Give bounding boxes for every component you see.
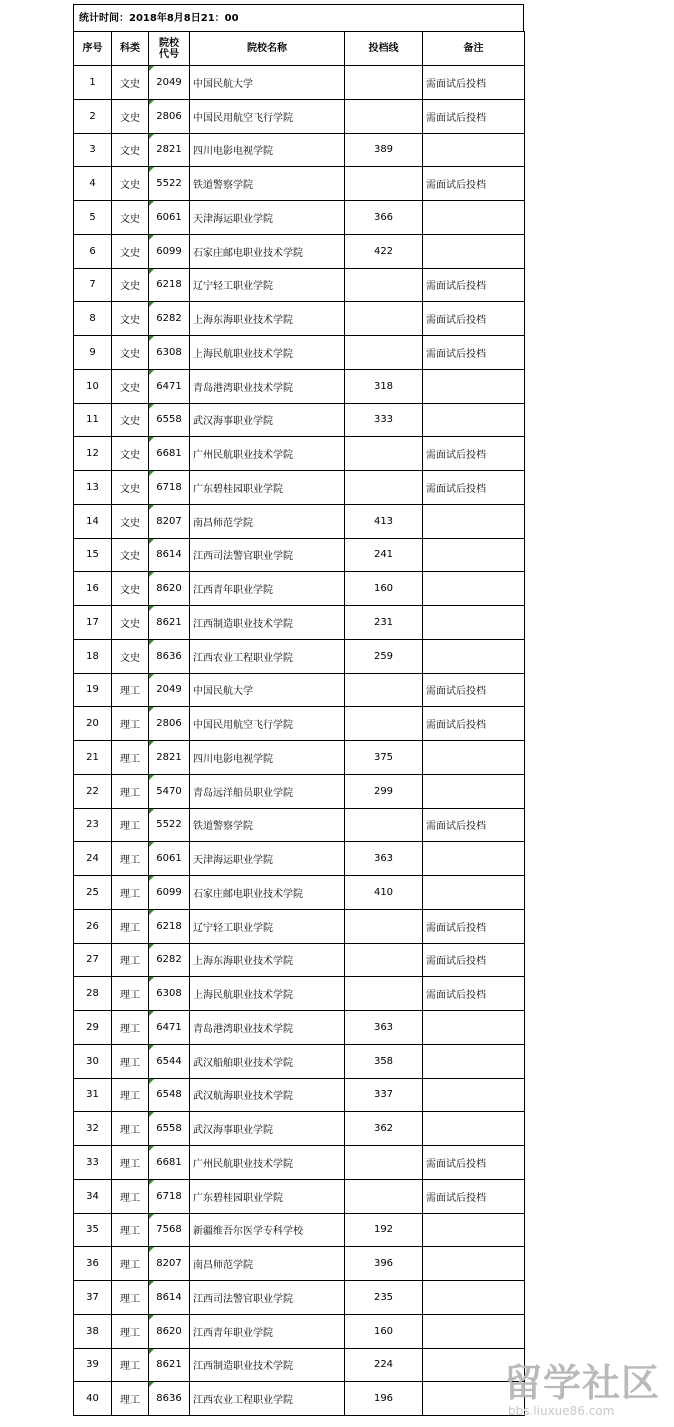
cell-school-name: 南昌师范学院 [190,1247,345,1281]
cell-score [345,437,423,471]
cell-code: 6548 [149,1078,190,1112]
watermark-url: bbs.liuxue86.com [508,1404,615,1418]
cell-remark: 需面试后投档 [423,167,525,201]
cell-code: 6718 [149,471,190,505]
cell-code: 8620 [149,1314,190,1348]
cell-no: 26 [74,909,112,943]
cell-category: 文史 [112,268,149,302]
cell-category: 文史 [112,66,149,100]
cell-school-name: 江西青年职业学院 [190,1314,345,1348]
cell-category: 文史 [112,471,149,505]
cell-remark: 需面试后投档 [423,808,525,842]
watermark-main: 留学社区 [504,1361,661,1405]
cell-code: 8636 [149,1382,190,1416]
cell-no: 1 [74,66,112,100]
cell-score: 362 [345,1112,423,1146]
cell-no: 10 [74,369,112,403]
cell-school-name: 上海东海职业技术学院 [190,302,345,336]
cell-remark: 需面试后投档 [423,707,525,741]
cell-no: 7 [74,268,112,302]
score-table [73,31,525,1416]
table-row [74,774,525,808]
table-row [74,943,525,977]
cell-code: 2049 [149,673,190,707]
cell-school-name: 铁道警察学院 [190,167,345,201]
table-row [74,707,525,741]
cell-category: 文史 [112,234,149,268]
cell-no: 23 [74,808,112,842]
cell-code: 6282 [149,302,190,336]
cell-school-name: 辽宁轻工职业学院 [190,268,345,302]
cell-score [345,268,423,302]
cell-category: 文史 [112,133,149,167]
cell-no: 2 [74,99,112,133]
cell-score [345,808,423,842]
table-row [74,167,525,201]
cell-remark [423,1213,525,1247]
cell-code: 6061 [149,842,190,876]
cell-remark: 需面试后投档 [423,943,525,977]
cell-code: 8207 [149,504,190,538]
cell-code: 8207 [149,1247,190,1281]
cell-school-name: 南昌师范学院 [190,504,345,538]
cell-category: 理工 [112,1247,149,1281]
cell-remark: 需面试后投档 [423,66,525,100]
cell-category: 文史 [112,504,149,538]
cell-remark [423,234,525,268]
cell-score [345,1146,423,1180]
cell-school-name: 石家庄邮电职业技术学院 [190,234,345,268]
cell-remark [423,133,525,167]
cell-no: 22 [74,774,112,808]
cell-school-name: 新疆维吾尔医学专科学校 [190,1213,345,1247]
cell-score [345,66,423,100]
cell-school-name: 上海民航职业技术学院 [190,977,345,1011]
cell-school-name: 广东碧桂园职业学院 [190,471,345,505]
cell-no: 38 [74,1314,112,1348]
cell-category: 理工 [112,1382,149,1416]
table-row [74,437,525,471]
cell-category: 理工 [112,673,149,707]
cell-remark: 需面试后投档 [423,99,525,133]
cell-school-name: 中国民航大学 [190,673,345,707]
cell-no: 32 [74,1112,112,1146]
cell-school-name: 中国民航大学 [190,66,345,100]
header-code-line2: 代号 [159,48,179,60]
table-row [74,133,525,167]
cell-code: 5522 [149,808,190,842]
cell-category: 理工 [112,1112,149,1146]
cell-score: 396 [345,1247,423,1281]
cell-category: 理工 [112,842,149,876]
cell-code: 2806 [149,707,190,741]
cell-score: 389 [345,133,423,167]
cell-no: 17 [74,606,112,640]
table-row [74,66,525,100]
cell-category: 理工 [112,1044,149,1078]
cell-no: 35 [74,1213,112,1247]
cell-no: 34 [74,1179,112,1213]
cell-no: 39 [74,1348,112,1382]
table-row [74,1179,525,1213]
cell-school-name: 广东碧桂园职业学院 [190,1179,345,1213]
cell-remark [423,741,525,775]
cell-code: 2049 [149,66,190,100]
cell-code: 6308 [149,336,190,370]
cell-category: 理工 [112,1281,149,1315]
cell-category: 理工 [112,1179,149,1213]
cell-category: 文史 [112,369,149,403]
table-row [74,1382,525,1416]
cell-school-name: 江西司法警官职业学院 [190,538,345,572]
cell-remark: 需面试后投档 [423,977,525,1011]
cell-no: 4 [74,167,112,201]
cell-no: 5 [74,201,112,235]
cell-no: 33 [74,1146,112,1180]
table-row [74,201,525,235]
cell-score [345,302,423,336]
cell-school-name: 江西青年职业学院 [190,572,345,606]
cell-no: 29 [74,1011,112,1045]
header-code [149,32,190,66]
cell-school-name: 武汉船舶职业技术学院 [190,1044,345,1078]
table-row [74,741,525,775]
cell-remark: 需面试后投档 [423,1146,525,1180]
cell-score [345,943,423,977]
cell-score: 422 [345,234,423,268]
cell-code: 6099 [149,876,190,910]
cell-no: 6 [74,234,112,268]
cell-no: 37 [74,1281,112,1315]
cell-no: 28 [74,977,112,1011]
cell-school-name: 四川电影电视学院 [190,133,345,167]
table-row [74,538,525,572]
cell-no: 36 [74,1247,112,1281]
cell-score [345,909,423,943]
cell-school-name: 青岛港湾职业技术学院 [190,1011,345,1045]
table-row [74,1044,525,1078]
cell-score: 160 [345,1314,423,1348]
table-row [74,1112,525,1146]
cell-code: 8614 [149,538,190,572]
table-row [74,842,525,876]
cell-score: 318 [345,369,423,403]
cell-no: 13 [74,471,112,505]
cell-category: 理工 [112,876,149,910]
cell-school-name: 石家庄邮电职业技术学院 [190,876,345,910]
cell-no: 21 [74,741,112,775]
cell-remark [423,1112,525,1146]
cell-code: 6681 [149,437,190,471]
cell-score [345,707,423,741]
cell-code: 2821 [149,133,190,167]
table-row [74,302,525,336]
table-row [74,1247,525,1281]
cell-category: 理工 [112,1078,149,1112]
cell-score [345,673,423,707]
cell-score [345,99,423,133]
cell-no: 24 [74,842,112,876]
cell-score: 160 [345,572,423,606]
cell-school-name: 青岛远洋船员职业学院 [190,774,345,808]
cell-code: 8636 [149,639,190,673]
cell-score: 259 [345,639,423,673]
cell-no: 3 [74,133,112,167]
cell-category: 理工 [112,808,149,842]
cell-code: 5470 [149,774,190,808]
cell-code: 2806 [149,99,190,133]
cell-school-name: 武汉海事职业学院 [190,1112,345,1146]
cell-score: 363 [345,842,423,876]
table-row [74,369,525,403]
table-row [74,977,525,1011]
cell-code: 6308 [149,977,190,1011]
table-row [74,876,525,910]
cell-score [345,471,423,505]
table-row [74,572,525,606]
cell-category: 理工 [112,774,149,808]
cell-code: 8621 [149,606,190,640]
cell-score: 410 [345,876,423,910]
cell-category: 理工 [112,1011,149,1045]
cell-no: 19 [74,673,112,707]
cell-remark [423,876,525,910]
cell-score: 366 [345,201,423,235]
cell-category: 理工 [112,1213,149,1247]
cell-score: 196 [345,1382,423,1416]
cell-category: 文史 [112,403,149,437]
cell-category: 理工 [112,741,149,775]
cell-school-name: 四川电影电视学院 [190,741,345,775]
cell-school-name: 铁道警察学院 [190,808,345,842]
cell-score: 333 [345,403,423,437]
cell-no: 27 [74,943,112,977]
cell-code: 6061 [149,201,190,235]
cell-code: 6471 [149,1011,190,1045]
cell-remark: 需面试后投档 [423,673,525,707]
cell-school-name: 天津海运职业学院 [190,842,345,876]
cell-school-name: 江西制造职业技术学院 [190,1348,345,1382]
cell-category: 文史 [112,167,149,201]
cell-category: 理工 [112,1146,149,1180]
cell-remark [423,538,525,572]
cell-school-name: 武汉海事职业学院 [190,403,345,437]
table-header-row [74,32,525,66]
cell-score [345,977,423,1011]
cell-score: 375 [345,741,423,775]
cell-remark: 需面试后投档 [423,437,525,471]
cell-school-name: 江西农业工程职业学院 [190,639,345,673]
cell-no: 9 [74,336,112,370]
cell-category: 理工 [112,1348,149,1382]
cell-no: 31 [74,1078,112,1112]
cell-no: 11 [74,403,112,437]
cell-code: 6558 [149,1112,190,1146]
cell-remark: 需面试后投档 [423,268,525,302]
cell-category: 文史 [112,639,149,673]
cell-remark [423,1078,525,1112]
cell-school-name: 广州民航职业技术学院 [190,437,345,471]
cell-category: 文史 [112,572,149,606]
cell-remark [423,639,525,673]
cell-category: 理工 [112,707,149,741]
cell-no: 40 [74,1382,112,1416]
cell-category: 文史 [112,336,149,370]
cell-score [345,1179,423,1213]
cell-code: 6282 [149,943,190,977]
cell-remark [423,572,525,606]
cell-no: 16 [74,572,112,606]
cell-code: 6544 [149,1044,190,1078]
header-code-line1: 院校 [159,37,179,49]
table-row [74,606,525,640]
table-row [74,1146,525,1180]
cell-score: 337 [345,1078,423,1112]
cell-remark [423,842,525,876]
cell-remark [423,369,525,403]
table-row [74,268,525,302]
admission-score-sheet [73,4,524,1416]
cell-category: 文史 [112,538,149,572]
cell-category: 文史 [112,302,149,336]
table-row [74,403,525,437]
cell-score [345,336,423,370]
cell-school-name: 江西制造职业技术学院 [190,606,345,640]
cell-no: 20 [74,707,112,741]
cell-remark: 需面试后投档 [423,471,525,505]
cell-remark [423,1281,525,1315]
table-row [74,1078,525,1112]
cell-school-name: 上海东海职业技术学院 [190,943,345,977]
watermark-logo [500,1352,674,1427]
cell-code: 8621 [149,1348,190,1382]
cell-remark [423,403,525,437]
cell-school-name: 江西司法警官职业学院 [190,1281,345,1315]
cell-code: 6099 [149,234,190,268]
header-category: 科类 [112,32,149,66]
cell-category: 理工 [112,909,149,943]
cell-code: 6718 [149,1179,190,1213]
cell-no: 8 [74,302,112,336]
table-row [74,1213,525,1247]
table-row [74,1314,525,1348]
cell-remark [423,1044,525,1078]
table-row [74,639,525,673]
cell-no: 25 [74,876,112,910]
cell-score: 363 [345,1011,423,1045]
cell-no: 18 [74,639,112,673]
header-name: 院校名称 [190,32,345,66]
cell-school-name: 武汉航海职业技术学院 [190,1078,345,1112]
cell-score: 413 [345,504,423,538]
cell-school-name: 青岛港湾职业技术学院 [190,369,345,403]
header-score: 投档线 [345,32,423,66]
cell-category: 文史 [112,606,149,640]
cell-category: 文史 [112,99,149,133]
cell-remark [423,1247,525,1281]
cell-school-name: 广州民航职业技术学院 [190,1146,345,1180]
table-body [74,66,525,1416]
cell-remark: 需面试后投档 [423,302,525,336]
cell-score: 231 [345,606,423,640]
cell-no: 14 [74,504,112,538]
cell-remark: 需面试后投档 [423,336,525,370]
cell-score [345,167,423,201]
table-row [74,471,525,505]
cell-code: 6681 [149,1146,190,1180]
table-row [74,673,525,707]
cell-score: 192 [345,1213,423,1247]
cell-code: 6218 [149,909,190,943]
table-row [74,336,525,370]
cell-school-name: 天津海运职业学院 [190,201,345,235]
cell-code: 6471 [149,369,190,403]
cell-category: 文史 [112,437,149,471]
cell-score: 241 [345,538,423,572]
cell-remark [423,606,525,640]
table-row [74,1281,525,1315]
cell-category: 理工 [112,943,149,977]
cell-code: 6558 [149,403,190,437]
cell-remark [423,1011,525,1045]
table-row [74,234,525,268]
table-row [74,808,525,842]
cell-remark [423,774,525,808]
cell-score: 235 [345,1281,423,1315]
cell-code: 8620 [149,572,190,606]
cell-category: 理工 [112,977,149,1011]
cell-category: 理工 [112,1314,149,1348]
stats-time: 统计时间：2018年8月8日21：00 [73,4,524,31]
table-row [74,909,525,943]
header-no: 序号 [74,32,112,66]
cell-no: 30 [74,1044,112,1078]
table-row [74,1011,525,1045]
cell-remark [423,504,525,538]
cell-no: 15 [74,538,112,572]
cell-school-name: 上海民航职业技术学院 [190,336,345,370]
cell-score: 224 [345,1348,423,1382]
table-row [74,504,525,538]
cell-remark [423,201,525,235]
table-row [74,1348,525,1382]
cell-school-name: 中国民用航空飞行学院 [190,707,345,741]
cell-code: 6218 [149,268,190,302]
cell-remark [423,1314,525,1348]
cell-school-name: 江西农业工程职业学院 [190,1382,345,1416]
cell-remark: 需面试后投档 [423,909,525,943]
cell-remark: 需面试后投档 [423,1179,525,1213]
cell-school-name: 辽宁轻工职业学院 [190,909,345,943]
cell-no: 12 [74,437,112,471]
cell-school-name: 中国民用航空飞行学院 [190,99,345,133]
cell-code: 8614 [149,1281,190,1315]
cell-score: 358 [345,1044,423,1078]
cell-code: 2821 [149,741,190,775]
header-remark: 备注 [423,32,525,66]
cell-score: 299 [345,774,423,808]
cell-category: 文史 [112,201,149,235]
cell-code: 5522 [149,167,190,201]
table-row [74,99,525,133]
cell-code: 7568 [149,1213,190,1247]
